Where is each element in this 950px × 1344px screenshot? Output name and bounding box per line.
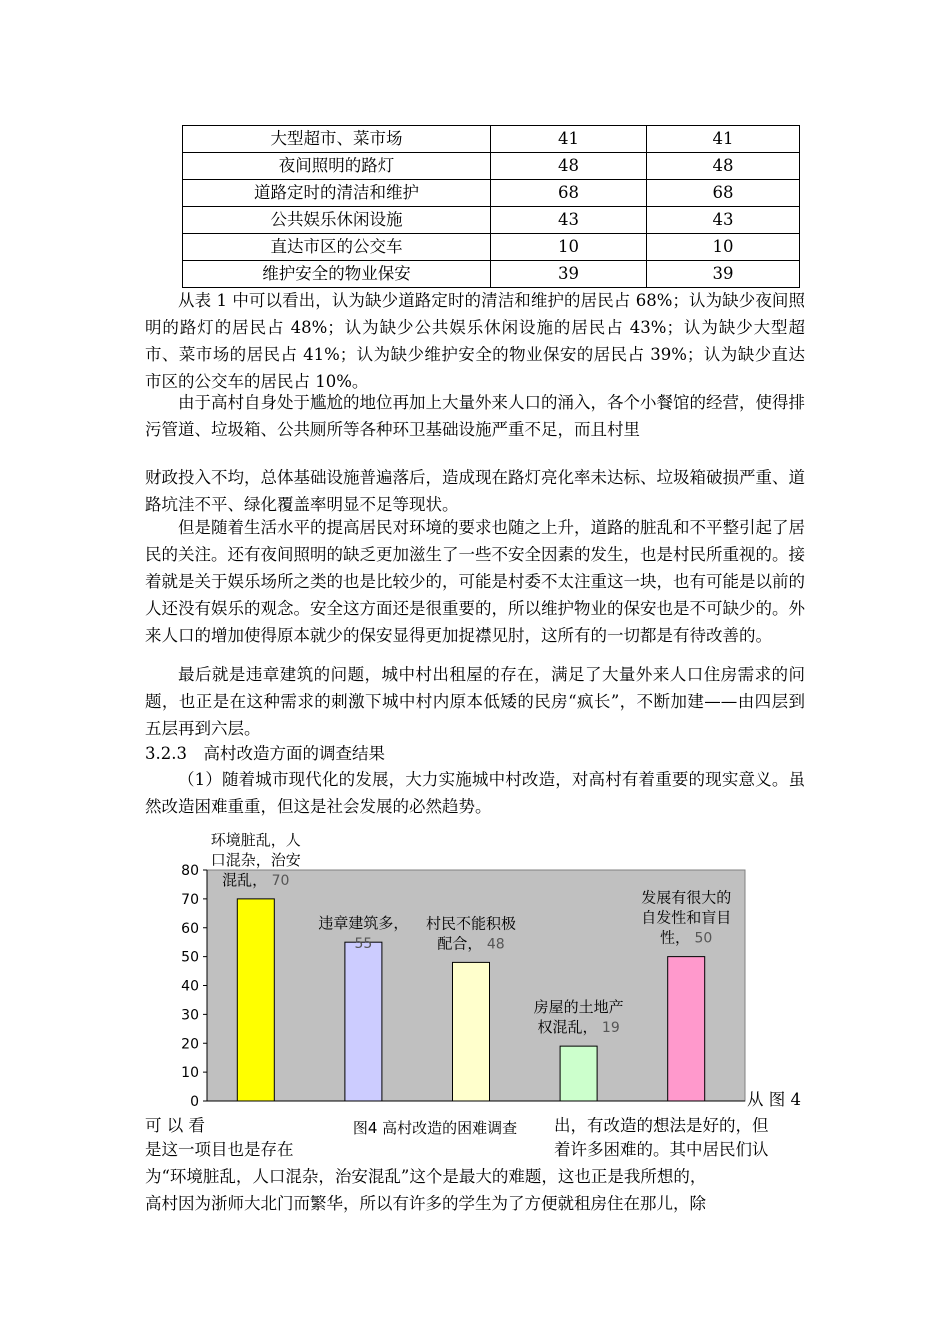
paragraph-table-summary: 从表 1 中可以看出，认为缺少道路定时的清洁和维护的居民占 68%；认为缺少夜间照明的路灯的居民占 48%；认为缺少公共娱乐休闲设施的居民占 43%；认为缺少大型超市、菜市场的居民占 41%；认为缺少维护安全的物业保安的居民占 39%；认为缺少直达市区的公交车的居民占 10%。 [145,291,805,391]
y-tick-label: 20 [181,1036,199,1053]
bar-category-label: 环境脏乱，人 [210,830,301,849]
bar [237,899,274,1101]
bar [345,942,382,1101]
paragraph-infrastructure: 由于高村自身处于尴尬的地位再加上大量外来人口的涌入，各个小餐馆的经营，使得排污管道、垃圾箱、公共厕所等各种环卫基础设施严重不足，而且村里 [145,393,805,439]
table-cell-percent: 10 [647,234,800,261]
table-cell-count: 41 [491,126,647,153]
y-tick-label: 60 [181,920,199,937]
table-row [183,234,800,261]
chart-caption: 图4 高村改造的困难调查 [352,1119,518,1137]
bar-category-label: 配合， 48 [437,934,505,953]
data-label: 50 [690,930,713,947]
wrap-text-right: 从 图 4 [747,1090,801,1109]
table-cell-percent: 43 [647,207,800,234]
table-cell-percent: 39 [647,261,800,288]
paragraph-renovation-intro: （1）随着城市现代化的发展，大力实施城中村改造，对高村有着重要的现实意义。虽然改造困难重重，但这是社会发展的必然趋势。 [145,770,805,816]
table-row [183,153,800,180]
bar-category-label: 自发性和盲目 [641,908,732,927]
survey-table [182,125,800,288]
table-cell-item: 公共娱乐休闲设施 [183,207,491,234]
y-tick-label: 0 [190,1094,199,1110]
table-row [183,180,800,207]
table-cell-item: 直达市区的公交车 [183,234,491,261]
table-cell-count: 68 [491,180,647,207]
survey-table-body [183,126,800,288]
table-cell-count: 48 [491,153,647,180]
chart-svg [165,830,750,1140]
bar-category-label: 混乱， 70 [222,870,290,889]
paragraph-difficulties-line1: 为“环境脏乱，人口混杂，治安混乱”这个是最大的难题，这也正是我所想的， [145,1167,707,1186]
data-label: 48 [482,936,505,953]
wrap-text-left2: 是这一项目也是存在 [145,1140,294,1159]
paragraph-illegal-buildings: 最后就是违章建筑的问题，城中村出租屋的存在，满足了大量外来人口住房需求的问题，也正是在这种需求的刺激下城中村内原本低矮的民房“疯长”，不断加建——由四层到五层再到六层。 [145,665,805,738]
data-label: 55 [354,936,373,953]
table-row [183,126,800,153]
bar-category-label: 发展有很大的 [641,888,732,907]
y-tick-label: 30 [181,1007,199,1024]
y-tick-label: 10 [181,1065,199,1082]
y-tick-label: 40 [181,978,199,995]
table-cell-item: 维护安全的物业保安 [183,261,491,288]
table-cell-percent: 41 [647,126,800,153]
table-cell-count: 10 [491,234,647,261]
y-tick-label: 80 [181,863,199,879]
table-cell-percent: 68 [647,180,800,207]
wrap-text-left: 可 以 看 [145,1116,205,1135]
table-row [183,207,800,234]
y-tick-label: 70 [181,891,199,908]
paragraph-resident-concerns: 但是随着生活水平的提高居民对环境的要求也随之上升，道路的脏乱和不平整引起了居民的关注。还有夜间照明的缺乏更加滋生了一些不安全因素的发生，也是村民所重视的。接着就是关于娱乐场所之类的也是比较少的，可能是村委不太注重这一块，也有可能是以前的人还没有娱乐的观念。安全这方面还是很重要的，所以维护物业的保安也是不可缺少的。外来人口的增加使得原本就少的保安显得更加捉襟见肘，这所有的一切都是有待改善的。 [145,518,805,645]
data-label: 70 [267,872,290,889]
table-cell-count: 39 [491,261,647,288]
table-cell-percent: 48 [647,153,800,180]
bar [668,957,705,1101]
paragraph-difficulties-line2: 高村因为浙师大北门而繁华，所以有许多的学生为了方便就租房住在那儿，除 [145,1194,706,1213]
bar-category-label: 口混杂，治安 [210,850,301,869]
table-cell-item: 夜间照明的路灯 [183,153,491,180]
table-row [183,261,800,288]
wrap-text-mid2: 着许多困难的。其中居民们认 [554,1140,769,1159]
table-cell-item: 大型超市、菜市场 [183,126,491,153]
paragraph-infrastructure-cont: 财政投入不均，总体基础设施普遍落后，造成现在路灯亮化率未达标、垃圾箱破损严重、道路坑洼不平、绿化覆盖率明显不足等现状。 [145,468,805,514]
section-heading: 3.2.3 高村改造方面的调查结果 [145,744,385,763]
bar-category-label: 权混乱， 19 [537,1018,620,1037]
table-cell-count: 43 [491,207,647,234]
bar-category-label: 村民不能积极 [425,914,517,933]
wrap-text-mid1: 出，有改造的想法是好的，但 [554,1116,769,1135]
table-cell-item: 道路定时的清洁和维护 [183,180,491,207]
bar-category-label: 房屋的土地产 [533,998,624,1017]
bar-category-label: 违章建筑多， [318,914,409,933]
bar-category-label: 性， 50 [660,928,713,947]
y-tick-label: 50 [181,949,199,966]
bar [453,962,490,1101]
difficulty-chart [165,830,750,1140]
data-label: 19 [597,1020,620,1037]
bar [560,1046,597,1101]
